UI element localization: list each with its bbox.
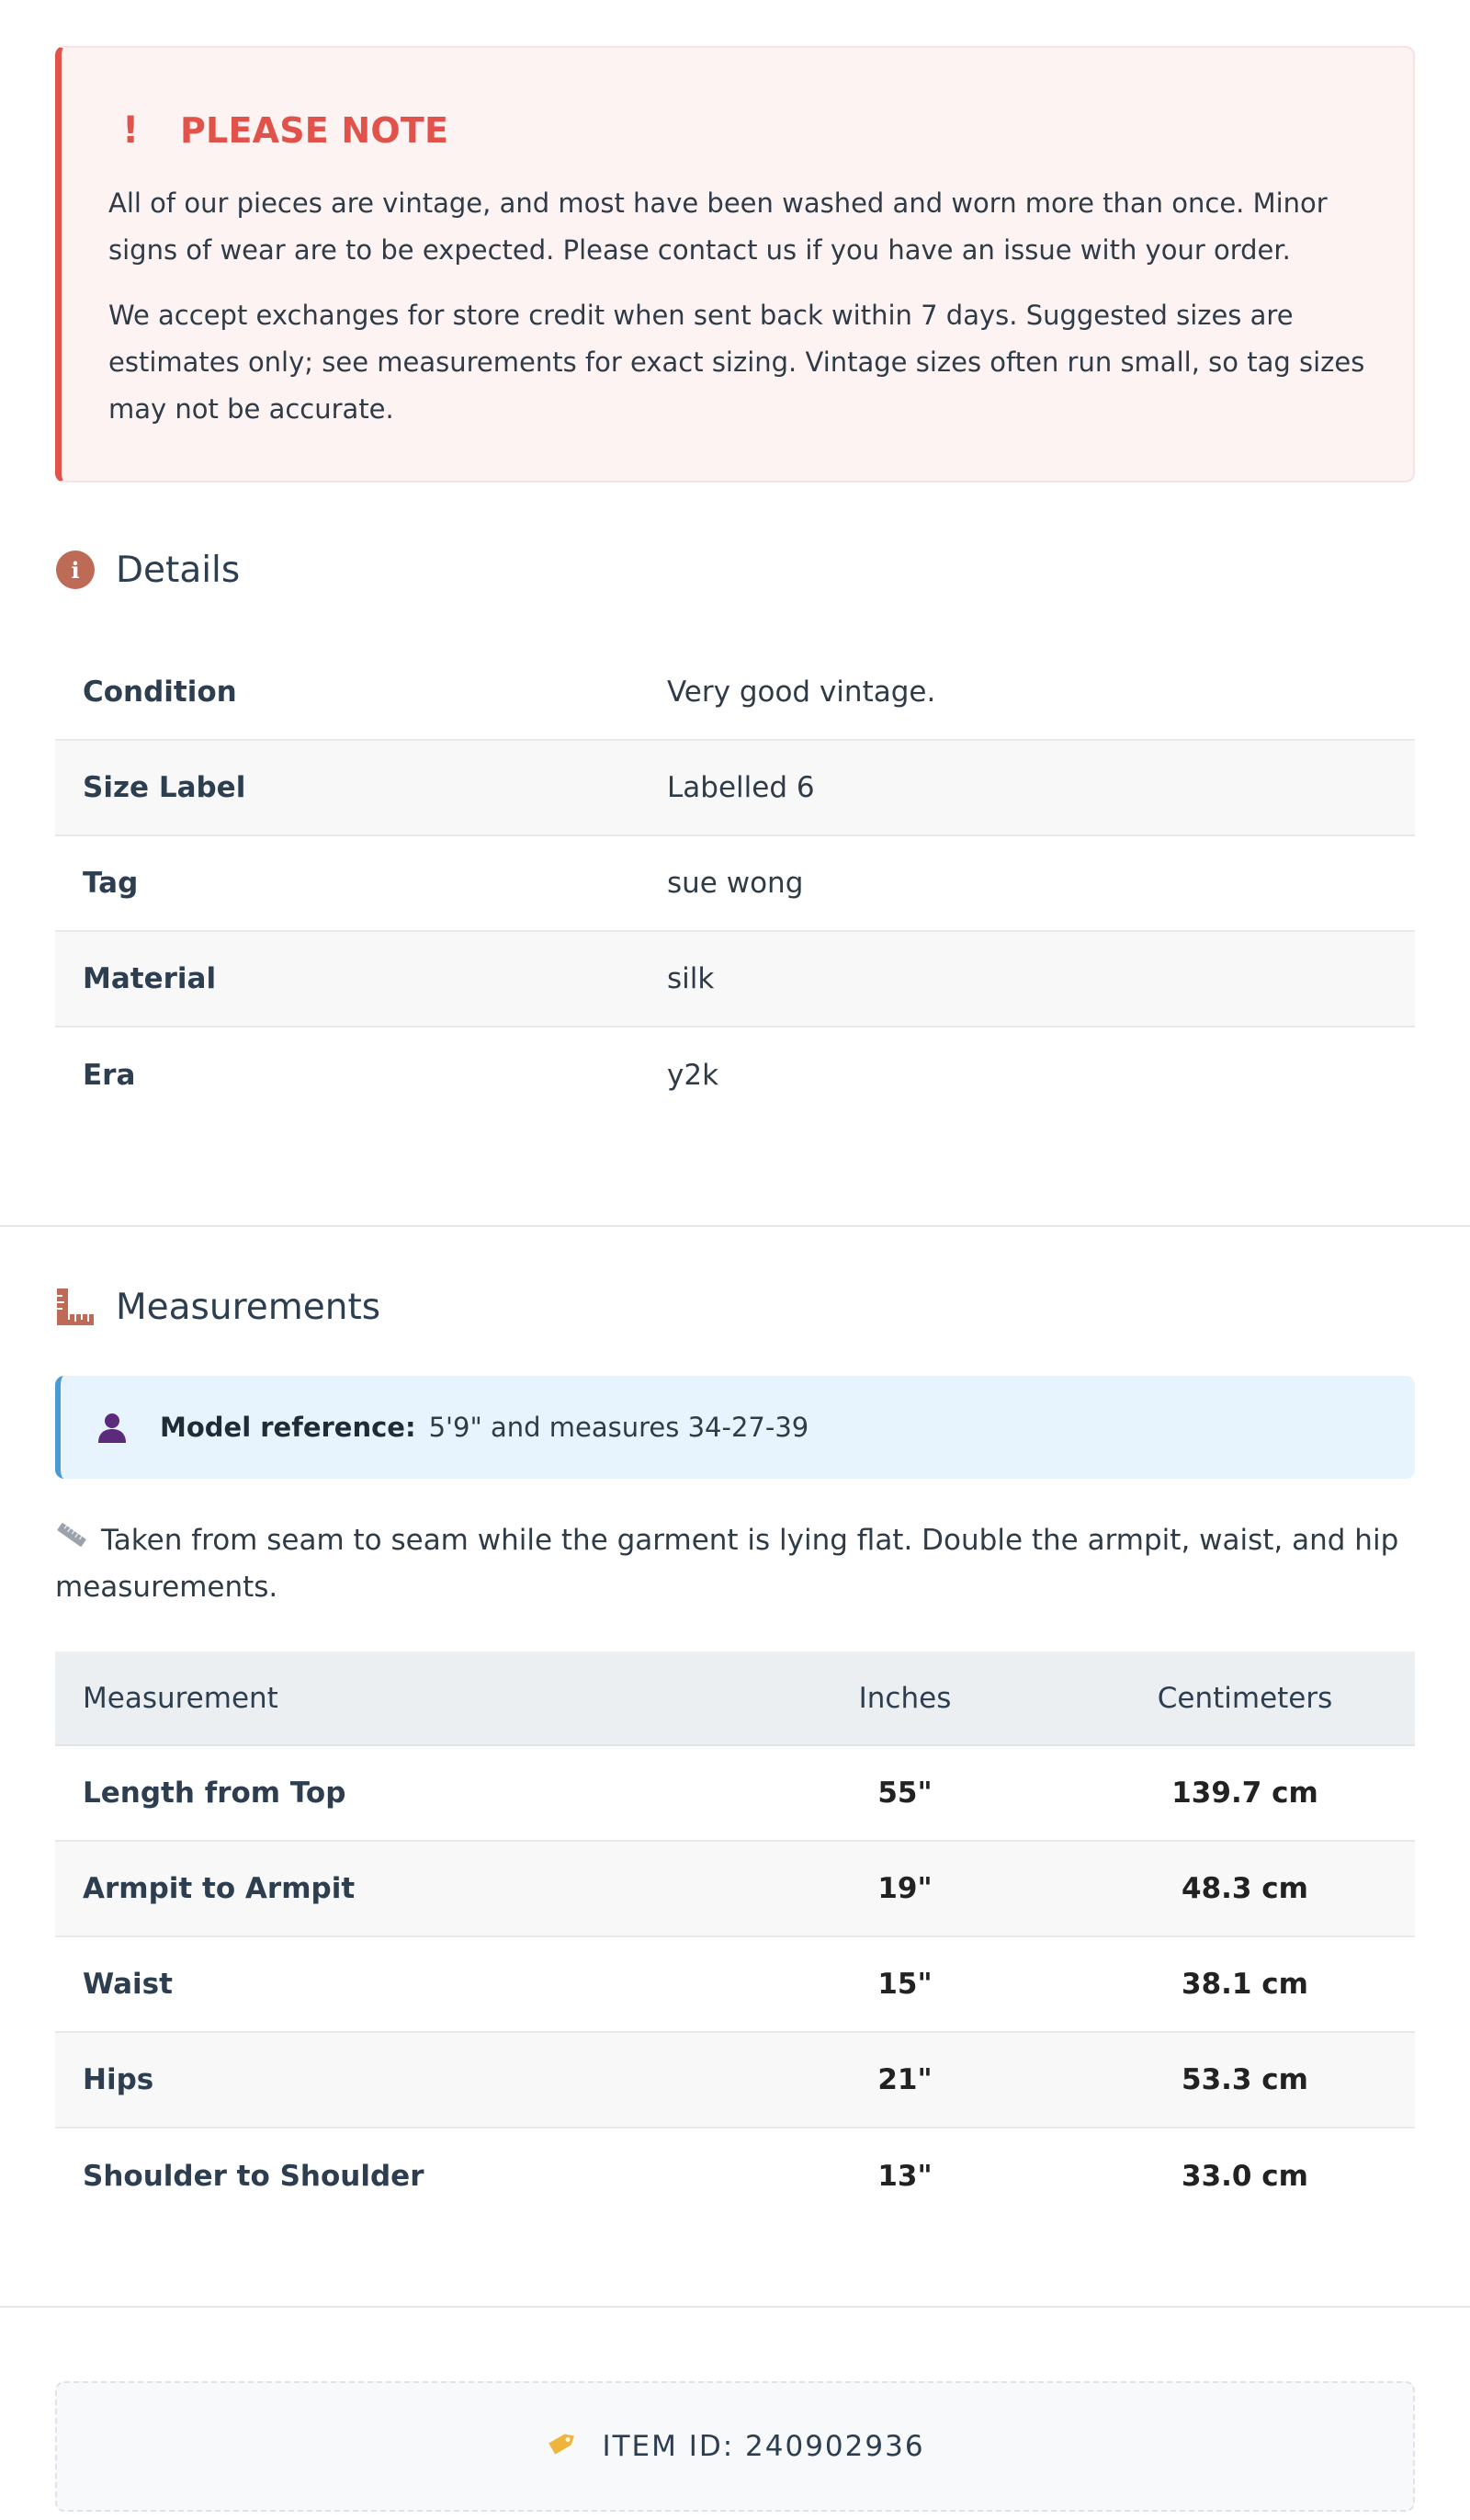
item-id-label: ITEM ID: 240902936	[602, 2430, 925, 2463]
note-header	[108, 103, 1365, 158]
ruler-icon	[55, 1287, 96, 1327]
section-divider	[0, 2306, 1470, 2308]
details-table	[55, 644, 1415, 1122]
person-icon	[96, 1411, 129, 1444]
details-header	[55, 547, 1415, 593]
column-header: Measurement	[55, 1652, 735, 1745]
measurement-note-text: Taken from seam to seam while the garment is lying flat. Double the armpit, waist, and hip measurements.	[55, 1524, 1399, 1604]
measurement-cm: 38.1 cm	[1075, 1936, 1415, 2032]
measurement-cm: 33.0 cm	[1182, 2159, 1308, 2193]
detail-label: Size Label	[55, 740, 667, 835]
measurements-header	[55, 1284, 1415, 1330]
detail-label: Tag	[55, 835, 667, 931]
measurement-cm: 53.3 cm	[1075, 2032, 1415, 2128]
table-row	[55, 835, 1415, 931]
tag-icon	[545, 2425, 580, 2468]
detail-label: Condition	[55, 644, 667, 740]
measurement-name: Hips	[55, 2032, 735, 2128]
model-reference-label: Model reference:	[160, 1412, 416, 1443]
table-row	[55, 1027, 1415, 1122]
table-row	[55, 2032, 1415, 2128]
table-row	[55, 931, 1415, 1027]
measurement-name: Armpit to Armpit	[55, 1841, 735, 1936]
detail-value: y2k	[667, 1058, 719, 1092]
measurements-title: Measurements	[116, 1286, 381, 1328]
measurement-note	[55, 1517, 1415, 1611]
column-header: Centimeters	[1075, 1652, 1415, 1745]
detail-label: Material	[55, 931, 667, 1027]
measurement-name: Waist	[55, 1936, 735, 2032]
measurement-name: Shoulder to Shoulder	[83, 2159, 424, 2193]
model-reference-box	[55, 1376, 1415, 1479]
measurement-inches: 55"	[735, 1745, 1075, 1841]
table-row	[55, 2128, 1415, 2223]
model-reference-value: 5'9" and measures 34-27-39	[428, 1412, 809, 1443]
table-row	[55, 740, 1415, 835]
detail-label: Era	[83, 1058, 136, 1092]
table-row	[55, 1936, 1415, 2032]
measurement-inches: 13"	[877, 2159, 933, 2193]
measurement-cm: 48.3 cm	[1075, 1841, 1415, 1936]
measurement-inches: 15"	[735, 1936, 1075, 2032]
column-header: Inches	[735, 1652, 1075, 1745]
table-row	[55, 1841, 1415, 1936]
measurements-table	[55, 1652, 1415, 2223]
note-title: PLEASE NOTE	[180, 110, 449, 151]
exclamation-icon: !	[122, 109, 140, 152]
measurement-cm: 139.7 cm	[1075, 1745, 1415, 1841]
straight-ruler-icon	[55, 1515, 88, 1562]
item-id-box	[55, 2381, 1415, 2512]
table-row	[55, 644, 1415, 740]
detail-value: Labelled 6	[667, 740, 1415, 835]
note-paragraph: All of our pieces are vintage, and most have been washed and worn more than once. Minor signs of wear are to be expected. Please contact us if you have an issue with your order.	[108, 187, 1328, 266]
measurement-inches: 19"	[735, 1841, 1075, 1936]
measurement-inches: 21"	[735, 2032, 1075, 2128]
section-divider	[0, 1225, 1470, 1227]
table-row	[55, 1745, 1415, 1841]
info-icon: i	[55, 550, 96, 590]
details-title: Details	[116, 549, 241, 591]
detail-value: sue wong	[667, 835, 1415, 931]
note-paragraph: We accept exchanges for store credit when sent back within 7 days. Suggested sizes are estimates only; see measurements for exact sizing. Vintage sizes often run small, so tag sizes may not be accurate.	[108, 300, 1365, 425]
please-note-box	[55, 46, 1415, 482]
table-header-row	[55, 1652, 1415, 1745]
detail-value: Very good vintage.	[667, 644, 1415, 740]
detail-value: silk	[667, 931, 1415, 1027]
measurement-name: Length from Top	[55, 1745, 735, 1841]
